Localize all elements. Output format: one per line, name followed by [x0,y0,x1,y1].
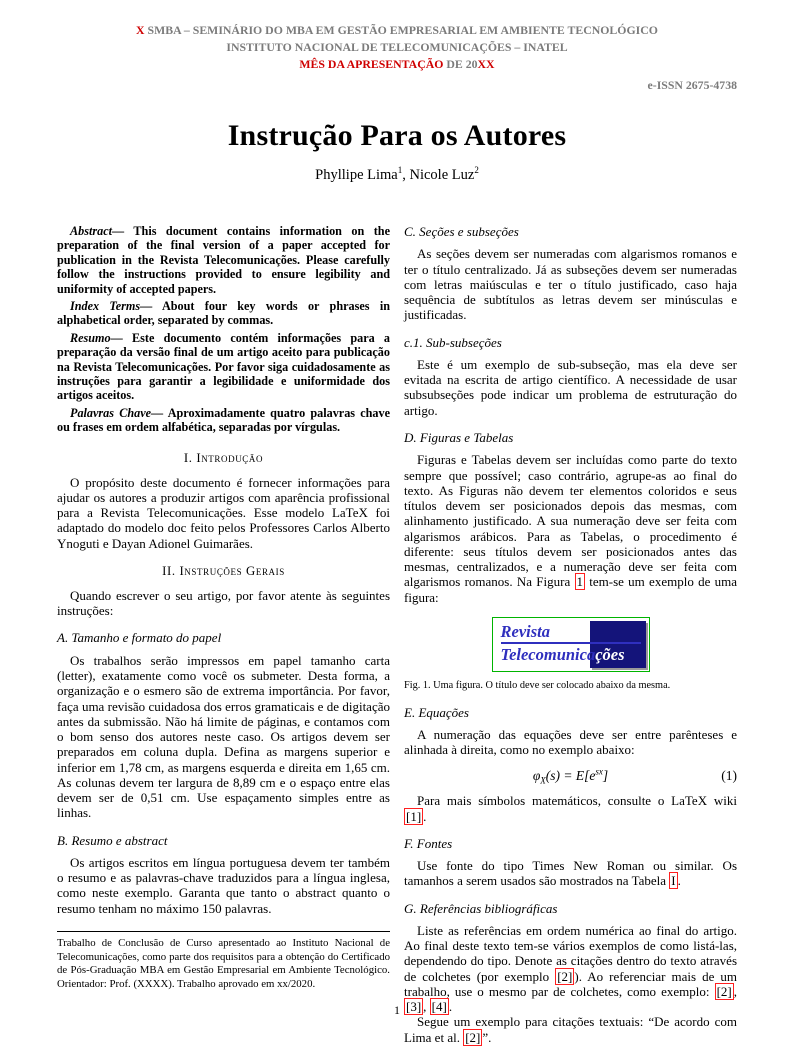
subsection-heading-equacoes: E. Equações [404,704,469,720]
logo-line-telecomunicacoes [501,646,641,664]
index-terms-text: About four key words or phrases in alphabetical order, separated by commas. [57,299,390,328]
paper-title: Instrução Para os Autores [227,119,567,153]
palavras-chave-paragraph [57,406,390,435]
citation-4-link[interactable]: [4] [431,999,447,1015]
logo-text [501,623,641,665]
logo-text-white: ções [595,645,625,665]
introducao-paragraph: O propósito deste documento é fornecer informações para ajudar os autores a produzir artigos com aparência profissional para a Revista Telecomunicações. Esse modelo LaTeX foi adaptado do modelo doc feito pelos Professores Carlos Alberto Ynoguti e Dayan Adionel Guimarães. [57,474,390,551]
resumo-abstract-paragraph: Os artigos escritos em língua portuguesa devem ter também o resumo e as palavras-chave traduzidos para a língua inglesa, como neste exemplo. Garanta que tanto o abstract quanto o resumo tenham no máximo 150 palavras. [57,854,390,916]
resumo-paragraph [57,331,390,403]
header-line-1 [57,22,737,39]
revista-telecomunicacoes-logo [492,617,650,672]
author-1-affiliation-mark: 1 [397,165,403,176]
section-heading-introducao: I. Introdução [183,450,264,465]
resumo-label: Resumo— [70,330,123,345]
two-column-body [57,224,737,1045]
fontes-paragraph [404,858,737,889]
referencias-text-2: ). Ao referenciar mais de um trabalho, use o mesmo par de colchetes, como exemplo: [404,968,737,999]
palavras-chave-label: Palavras Chave— [70,405,164,420]
referencias-paragraph-1 [404,923,737,1015]
abstract-block [57,224,390,437]
subsection-heading-secoes: C. Seções e subseções [404,224,519,240]
citation-3-link[interactable]: [3] [406,999,422,1015]
index-terms-label: Index Terms— [70,299,153,314]
conference-header [57,22,737,72]
figuras-tabelas-paragraph [404,452,737,605]
subsection-heading-fontes: F. Fontes [404,835,453,851]
eq-middle: (s) = E[e [545,768,596,784]
latex-wiki-paragraph [404,793,737,824]
authors-line [57,165,737,184]
figure-1 [404,617,737,672]
header-edition-number: X [136,23,145,37]
author-2-affiliation-mark: 2 [474,165,479,176]
subsection-heading-figuras-tabelas: D. Figuras e Tabelas [404,430,514,445]
eq-superscript: sx [595,766,603,777]
table-1-reference-link[interactable]: I [671,873,676,889]
fontes-text: Use fonte do tipo Times New Roman ou similar. Os tamanhos a serem usados são mostrados na Tabela [404,858,737,889]
header-presentation-month: MÊS DA APRESENTAÇÃO [299,56,444,71]
equation-body [532,766,609,786]
citation-1-link[interactable]: [1] [406,808,422,824]
fontes-period: . [677,873,681,889]
page-number: 1 [394,1003,400,1017]
citacao-textual-end: ”. [482,1029,492,1045]
figuras-tabelas-text-1: Figuras e Tabelas devem ser incluídas como parte do texto sempre que possível; caso contrário, agrupe-as ao final do texto. As Figuras não devem ter elementos coloridos e seus títulos devem ser posicionados depois das mesmas, com alinhamento justificado. A sua numeração deve ser feita com algarismos arábicos. Para as Tabelas, o procedimento é diferente: seus títulos devem ser posicionados antes das mesmas, centralizados, e a numeração deve ser feita com algarismos romanos. Na Figura [404,452,737,590]
authors-separator: , [402,167,410,184]
equation-number: (1) [721,767,737,783]
citation-2-link-c[interactable]: [2] [465,1029,481,1045]
header-line-2: INSTITUTO NACIONAL DE TELECOMUNICAÇÕES – INATEL [226,39,568,54]
latex-wiki-text: Para mais símbolos matemáticos, consulte o LaTeX wiki [417,793,737,809]
resumo-text: Este documento contém informações para a preparação da versão final de um artigo aceito para publicação na Revista Telecomunicações. Por favor siga cuidadosamente as instruções para garantir a legibilidade e uniformidade dos artigos aceitos. [57,330,390,403]
issn-label: e-ISSN 2675-4738 [647,78,737,93]
equation-1 [404,767,737,787]
author-2-name: Nicole Luz [409,167,475,184]
latex-wiki-period: . [423,808,427,824]
palavras-chave-text: Aproximadamente quatro palavras chave ou frases em ordem alfabética, separadas por vírgulas. [57,405,391,435]
eq-phi: φ [532,768,541,784]
figure-1-reference-link[interactable]: 1 [576,574,583,590]
header-line-3 [57,56,737,73]
right-column [404,224,737,1045]
index-terms-paragraph [57,299,390,328]
subsubsection-heading-sub-subsecoes: c.1. Sub-subseções [404,334,502,350]
referencias-text-1: Liste as referências em ordem numérica ao final do artigo. Ao final deste texto tem-se vários exemplos de como listá-las, dependendo do tipo. Denote as citações dentro do texto através de colchetes (por exemplo [404,922,737,984]
abstract-paragraph [57,224,390,296]
logo-text-blue: Telecomunica [500,645,596,665]
author-1-name: Phyllipe Lima [315,167,398,184]
secoes-paragraph: As seções devem ser numeradas com algarismos romanos e ter o título centralizado. Já as subseções devem ser numeradas com letras maiúsculas e ter o título justificado, caso haja sequência de subtítulos as letras devem ser minúsculas e justificadas. [404,246,737,323]
eq-subscript: X [540,775,546,786]
abstract-text: This document contains information on the preparation of the final version of a paper accepted for publication in the Revista Telecomunicações. Please carefully follow the instructions provided to ensure legibility and uniformity of accepted papers. [57,224,390,296]
citation-2-link-b[interactable]: [2] [716,983,732,999]
referencias-period: . [448,999,453,1015]
header-year-prefix: DE 20 [443,56,478,71]
left-column [57,224,390,992]
subsection-heading-referencias: G. Referências bibliográficas [404,900,558,916]
thanks-footnote: Trabalho de Conclusão de Curso apresentado ao Instituto Nacional de Telecomunicações, como parte dos requisitos para a obtenção do Certificado de Pós-Graduação MBA em Gestão Empresarial em Ambiente Tecnológico. Orientador: Prof. (XXXX). Trabalho aprovado em xx/2020. [57,931,390,992]
logo-line-revista: Revista [501,623,641,644]
header-year-placeholder: XX [477,56,495,71]
abstract-label: Abstract— [70,224,125,239]
figure-1-caption: Fig. 1. Uma figura. O título deve ser colocado abaixo da mesma. [404,679,671,691]
figuras-tabelas-text-2: tem-se um exemplo de uma figura: [404,574,737,605]
citation-separator-1: , [733,983,737,999]
sub-subsecoes-paragraph: Este é um exemplo de sub-subseção, mas ela deve ser evitada na escrita de artigo científico. A necessidade de usar subsubseções pode indicar um problema de estruturação do artigo. [404,356,737,418]
tamanho-papel-paragraph: Os trabalhos serão impressos em papel tamanho carta (letter), exatamente como você os submeter. Desta forma, a organização e o esmero são de extrema importância. Por favor, faça uma revisão cuidadosa dos erros gramaticais e de digitação antes da submissão. Não há limite de páginas, e contamos com o bom senso dos autores neste caso. Os artigos devem ser preparados em coluna dupla. Defina as margens superior e inferior em 1,78 cm, as margens esquerda e direita em 1,65 cm. As colunas devem ter largura de 8,89 cm e o espaço entre elas devem ser de 0,51 cm. Use espaçamento simples entre as linhas. [57,652,390,821]
instrucoes-gerais-paragraph: Quando escrever o seu artigo, por favor atente às seguintes instruções: [57,587,390,619]
subsection-heading-resumo-abstract: B. Resumo e abstract [57,832,168,848]
header-seminar-name: SMBA – SEMINÁRIO DO MBA EM GESTÃO EMPRESARIAL EM AMBIENTE TECNOLÓGICO [144,23,658,37]
citation-2-link-a[interactable]: [2] [557,968,573,984]
subsection-heading-tamanho-papel: A. Tamanho e formato do papel [57,630,222,646]
eq-end: ] [602,768,609,784]
equacoes-paragraph: A numeração das equações deve ser entre parênteses e alinhada à direita, como no exemplo abaixo: [404,726,737,758]
section-heading-instrucoes-gerais: II. Instruções Gerais [162,563,285,578]
citacao-textual-text: Segue um exemplo para citações textuais: “De acordo com Lima et al. [404,1014,737,1045]
referencias-paragraph-2 [404,1014,737,1045]
citation-separator-2: , [423,999,430,1015]
